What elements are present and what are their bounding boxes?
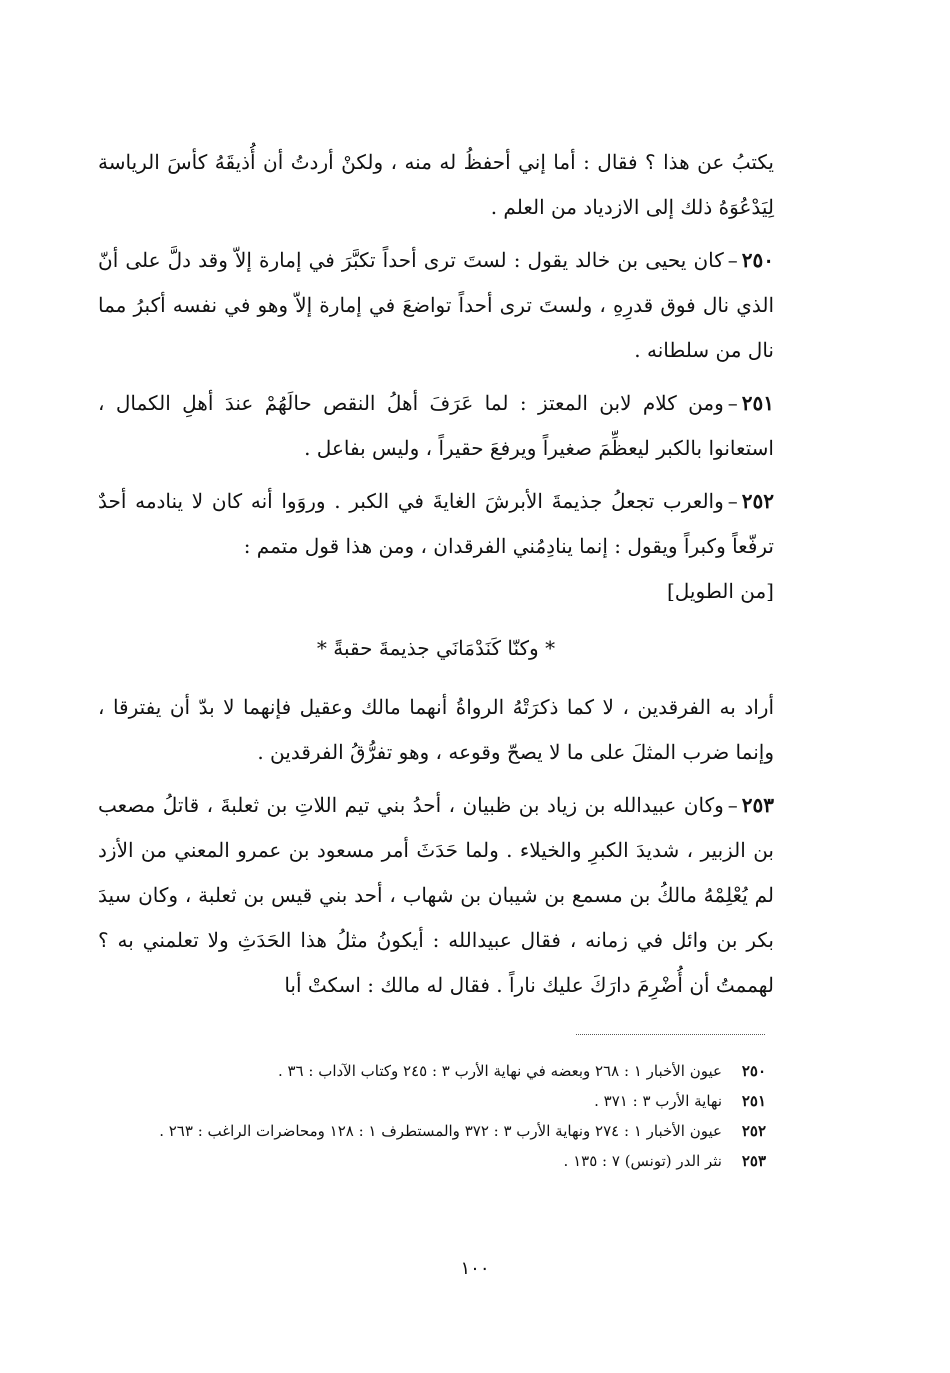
section-251	[98, 381, 774, 471]
section-number: ٢٥٢	[741, 489, 774, 513]
section-number: ٢٥٣	[741, 793, 774, 817]
poetic-meter: [من الطويل]	[666, 579, 774, 603]
footnote-text: نهاية الأرب ٣ : ٣٧١ .	[594, 1092, 722, 1110]
section-number: ٢٥٠	[741, 248, 774, 272]
footnote-250	[98, 1056, 766, 1086]
dash: –	[727, 793, 738, 817]
footnotes	[98, 1056, 766, 1176]
section-250	[98, 238, 774, 373]
footnote-number: ٢٥٣	[741, 1152, 766, 1170]
footnote-text: عيون الأخبار ١ : ٢٧٤ ونهاية الأرب ٣ : ٣٧٢ والمستطرف ١ : ١٢٨ ومحاضرات الراغب : ٢٦٣ .	[159, 1122, 722, 1140]
footnote-text: عيون الأخبار ١ : ٢٦٨ وبعضه في نهاية الأرب ٣ : ٢٤٥ وكتاب الآداب : ٣٦ .	[277, 1062, 722, 1080]
section-text: والعرب تجعلُ جذيمةَ الأبرشَ الغايةَ في الكبر . وروَوا أنه كان لا ينادمه أحدٌ ترفّعاً وكبراً ويقول : إنما ينادِمُني الفرقدان ، ومن هذا قول متمم :	[98, 489, 774, 558]
footnote-number: ٢٥٠	[741, 1062, 766, 1080]
intro-paragraph	[98, 140, 774, 230]
dash: –	[727, 489, 738, 513]
footnote-text: نثر الدر (تونس) ٧ : ١٣٥ .	[563, 1152, 722, 1170]
footnote-253	[98, 1146, 766, 1176]
intro-text: يكتبُ عن هذا ؟ فقال : أما إني أحفظُ له منه ، ولكنْ أردتُ أن أُذيقَهُ كأسَ الرياسة لِيَدْعُوَهُ ذلك إلى الازدياد من العلم .	[98, 150, 774, 219]
verse-text: * وكنّا كَنَدْمَانَي جذيمةَ حقبةً *	[316, 636, 556, 660]
section-text: كان يحيى بن خالد يقول : لستَ ترى أحداً تكبَّرَ في إمارة إلاّ وقد دلَّ على أنّ الذي نال فوق قدرِهِ ، ولستَ ترى أحداً تواضعَ في إمارة إلاّ وهو في نفسه أكبرُ مما نال من سلطانه .	[98, 248, 774, 362]
footnote-251	[98, 1086, 766, 1116]
dash: –	[727, 248, 738, 272]
section-number: ٢٥١	[741, 391, 774, 415]
section-text: ومن كلام لابن المعتز : لما عَرَفَ أهلُ النقص حالَهُمْ عندَ أهلِ الكمال ، استعانوا بالكبر ليعظِّمَ صغيراً ويرفعَ حقيراً ، وليس بفاعل .	[98, 391, 774, 460]
footnote-number: ٢٥٢	[741, 1122, 766, 1140]
section-253	[98, 783, 774, 1008]
section-text: وكان عبيدالله بن زياد بن ظبيان ، أحدُ بني تيم اللاتِ بن ثعلبةَ ، قاتلُ مصعب بن الزبير ، شديدَ الكبرِ والخيلاء . ولما حَدَثَ أمر مسعود بن عمرو المعني من الأزد لم يُعْلِمْهُ مالكُ بن مسمع بن شيبان بن شهاب ، أحد بني قيس بن ثعلبة ، وكان سيدَ بكر بن وائل في زمانه ، فقال عبيدالله : أيكونُ مثلُ هذا الحَدَثِ ولا تعلمني به ؟ لهممتُ أن أُضْرِمَ دارَكَ عليك ناراً . فقال له مالك : اسكتْ أبا	[98, 793, 774, 997]
section-252-continuation	[98, 685, 774, 775]
page-number: ١٠٠	[460, 1258, 490, 1279]
section-text: أراد به الفرقدين ، لا كما ذكرَتْهُ الرواةُ أنهما مالك وعقيل فإنهما لا بدّ أن يفترقا ، وإنما ضرب المثلَ على ما لا يصحّ وقوعه ، وهو تفرُّقُ الفرقدين .	[98, 695, 774, 764]
main-text	[98, 140, 774, 1016]
verse-line	[98, 626, 774, 671]
section-252	[98, 479, 774, 614]
footnote-number: ٢٥١	[741, 1092, 766, 1110]
footnote-252	[98, 1116, 766, 1146]
dash: –	[727, 391, 738, 415]
footnote-separator	[576, 1034, 765, 1035]
